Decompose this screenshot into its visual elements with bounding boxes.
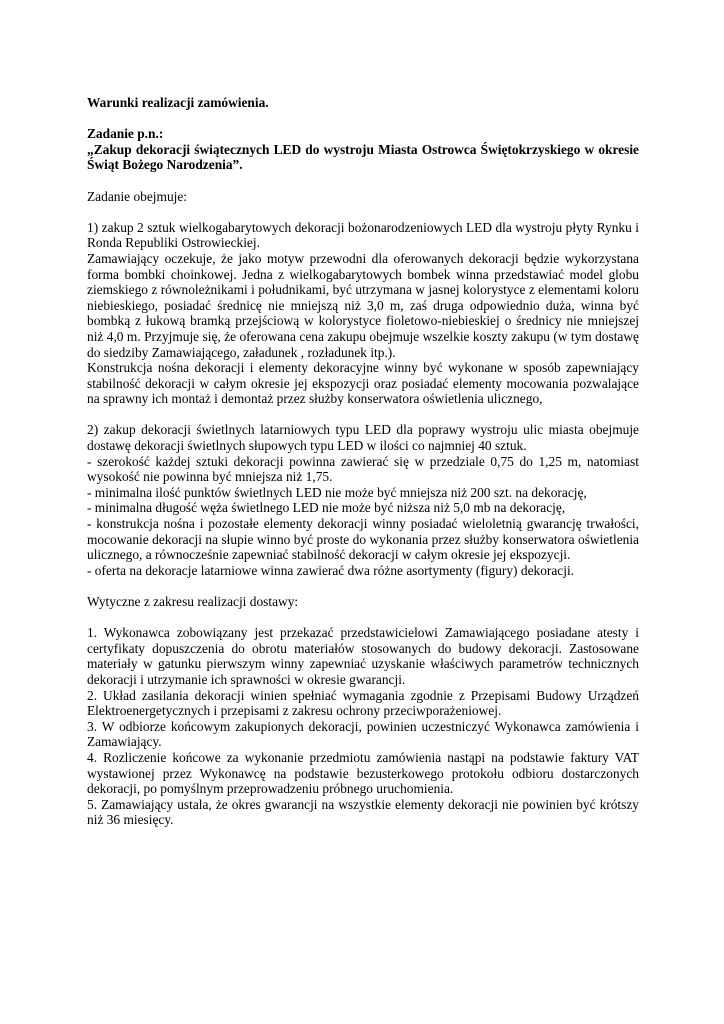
item1-paragraph: Zamawiający oczekuje, że jako motyw przewodni dla oferowanych dekoracji będzie wykorzystana forma bombki choinkowej. Jedna z wielkogabarytowych bombek winna przedstawiać model globu ziemskiego z równoleżnikami i południkami, być utrzymana w jasnej kolorystyce z elementami koloru niebieskiego, posiadać średnicę nie mniejszą niż 3,0 m, zaś druga odpowiednio duża, winna być bombką z łukową bramką przejściową w kolorystyce fioletowo-niebieskiej o średnicy nie mniejszej niż 4,0 m. Przyjmuje się, że oferowana cena zakupu obejmuje wszelkie koszty zakupu (w tym dostawę do siedziby Zamawiającego, załadunek , rozładunek itp.). [87,250,639,360]
item2-bullet: - oferta na dekoracje latarniowe winna zawierać dwa różne asortymenty (figury) dekoracji. [87,562,575,578]
item2-bullet: - minimalna długość węża świetlnego LED nie może być niższa niż 5,0 mb na dekorację, [87,500,566,516]
guidelines-heading: Wytyczne z zakresu realizacji dostawy: [87,594,299,609]
spacer [87,204,639,220]
guideline-item: 2. Układ zasilania dekoracji winien spełniać wymagania zgodnie z Przepisami Budowy Urządzeń Elektroenergetycznych i przepisami z zakresu ochrony przeciwporażeniowej. [87,687,639,719]
guideline-item: 5. Zamawiający ustala, że okres gwarancji na wszystkie elementy dekoracji nie powinien być krótszy niż 36 miesięcy. [87,796,639,828]
task-includes: Zadanie obejmuje: [87,188,188,204]
guideline-item: 3. W odbiorze końcowym zakupionych dekoracji, powinien uczestniczyć Wykonawca zamówienia i Zamawiający. [87,718,639,750]
document-heading: Warunki realizacji zamówienia. [87,95,269,110]
item1-paragraph: Konstrukcja nośna dekoracji i elementy dekoracyjne winny być wykonane w sposób zapewniający stabilność dekoracji w całym okresie jej ekspozycji oraz posiadać elementy mocowania pozwalające na sprawny ich montaż i demontaż przez służby konserwatora oświetlenia ulicznego, [87,360,639,407]
spacer [87,111,639,127]
guideline-item: 4. Rozliczenie końcowe za wykonanie przedmiotu zamówienia nastąpi na podstawie faktury VAT wystawionej przez Wykonawcę na podstawie bezusterkowego protokołu odbioru dostarczonych dekoracji, po pomyślnym przeprowadzeniu próbnego uruchomienia. [87,749,639,797]
spacer [87,578,639,594]
document-body [87,95,639,828]
task-label: Zadanie p.n.: [87,126,164,142]
guideline-item: 1. Wykonawca zobowiązany jest przekazać przedstawicielowi Zamawiającego posiadane atesty i certyfikaty dopuszczenia do obrotu materiałów stosowanych do budowy dekoracji. Zastosowane materiały w gatunku pierwszym winny zapewniać uzyskanie właściwych parametrów technicznych dekoracji i utrzymanie ich sprawności w okresie gwarancji. [87,625,639,687]
item2-intro: 2) zakup dekoracji świetlnych latarniowych typu LED dla poprawy wystroju ulic miasta obejmuje dostawę dekoracji świetlnych słupowych typu LED w ilości co najmniej 40 sztuk. [87,422,639,454]
item2-bullet: - minimalna ilość punktów świetlnych LED nie może być mniejsza niż 200 szt. na dekorację, [87,484,587,500]
item2-bullet: - konstrukcja nośna i pozostałe elementy dekoracji winny posiadać wieloletnią gwarancję trwałości, mocowanie dekoracji na słupie winno być proste do wykonania przez służby konserwatora oświetlenia ulicznego, a równocześnie zapewniać stabilność dekoracji w całym okresie jej ekspozycji. [87,516,639,563]
item1-intro: 1) zakup 2 sztuk wielkogabarytowych dekoracji bożonarodzeniowych LED dla wystroju płyty Rynku i Ronda Republiki Ostrowieckiej. [87,219,639,251]
item2-bullet: - szerokość każdej sztuki dekoracji powinna zawierać się w przedziale 0,75 do 1,25 m, natomiast wysokość nie powinna być mniejsza niż 1,75. [87,453,639,485]
spacer [87,407,639,423]
spacer [87,610,639,626]
spacer [87,173,639,189]
task-title: „Zakup dekoracji świątecznych LED do wystroju Miasta Ostrowca Świętokrzyskiego w okresie Świąt Bożego Narodzenia”. [87,141,639,173]
